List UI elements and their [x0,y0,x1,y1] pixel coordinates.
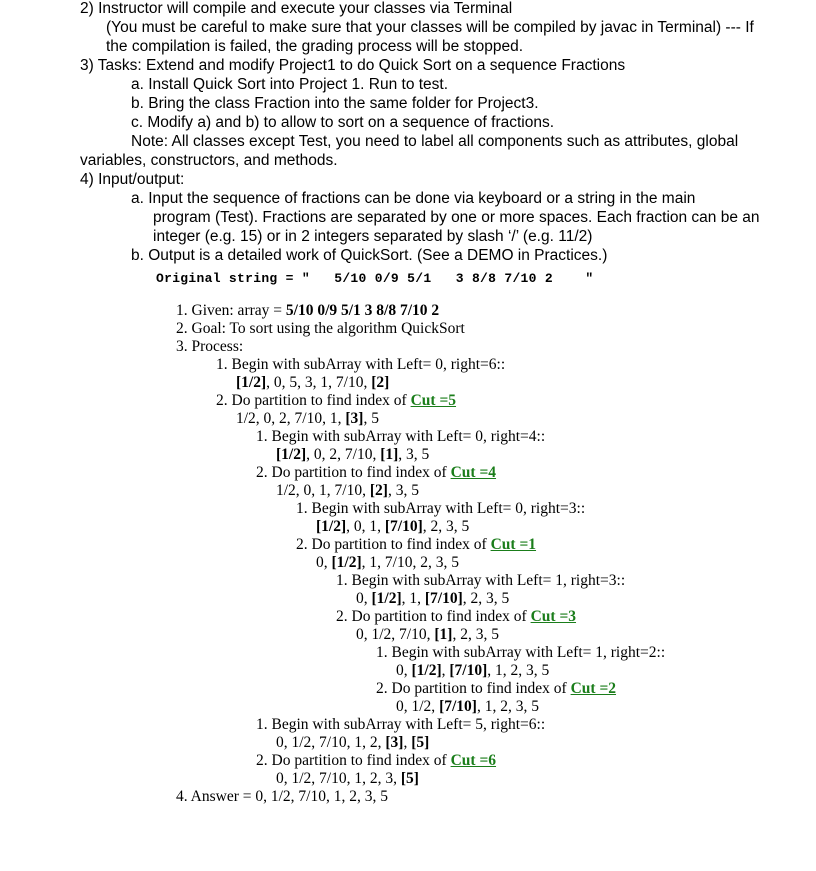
step-partition: 2. Do partition to find index of Cut =5 [216,392,457,409]
cut-label: Cut =6 [450,752,497,769]
step-partition: 2. Do partition to find index of Cut =3 [336,608,577,625]
step-begin: 1. Begin with subArray with Left= 0, right=3:: [296,500,586,517]
step-begin: 1. Begin with subArray with Left= 5, right=6:: [256,716,546,733]
demo-process: 3. Process: [176,338,244,355]
array-state: [1/2], 0, 2, 7/10, [1], 3, 5 [276,446,430,463]
demo-goal: 2. Goal: To sort using the algorithm QuickSort [176,320,465,337]
array-state: 1/2, 0, 2, 7/10, 1, [3], 5 [236,410,379,427]
array-state: 0, [1/2], 1, 7/10, 2, 3, 5 [316,554,459,571]
task-b: b. Bring the class Fraction into the same folder for Project3. [131,95,539,112]
step-partition: 2. Do partition to find index of Cut =4 [256,464,497,481]
cut-label: Cut =2 [570,680,617,697]
cut-label: Cut =3 [530,608,577,625]
array-state: [1/2], 0, 5, 3, 1, 7/10, [2] [236,374,390,391]
demo-answer: 4. Answer = 0, 1/2, 7/10, 1, 2, 3, 5 [176,788,388,805]
array-state: 0, [1/2], 1, [7/10], 2, 3, 5 [356,590,510,607]
item-2-line-1: (You must be careful to make sure that your classes will be compiled by javac in Terminal) --- If [106,19,754,36]
step-begin: 1. Begin with subArray with Left= 1, right=3:: [336,572,626,589]
step-partition: 2. Do partition to find index of Cut =1 [296,536,537,553]
cut-label: Cut =5 [410,392,457,409]
step-begin: 1. Begin with subArray with Left= 0, right=6:: [216,356,506,373]
array-state: 0, 1/2, [7/10], 1, 2, 3, 5 [396,698,539,715]
task-c: c. Modify a) and b) to allow to sort on a sequence of fractions. [131,114,555,131]
step-begin: 1. Begin with subArray with Left= 1, right=2:: [376,644,666,661]
original-string: Original string = " 5/10 0/9 5/1 3 8/8 7/10 2 " [156,271,594,286]
array-state: 0, 1/2, 7/10, [1], 2, 3, 5 [356,626,499,643]
io-b-line-1: b. Output is a detailed work of QuickSort. (See a DEMO in Practices.) [131,247,608,264]
item-2-line-2: the compilation is failed, the grading process will be stopped. [106,38,524,55]
io-a-line-1: a. Input the sequence of fractions can be done via keyboard or a string in the main [131,190,696,207]
io-a-line-3: integer (e.g. 15) or in 2 integers separated by slash ‘/’ (e.g. 11/2) [153,228,593,245]
io-a-line-2: program (Test). Fractions are separated by one or more spaces. Each fraction can be an [153,209,760,226]
array-state: 0, 1/2, 7/10, 1, 2, 3, [5] [276,770,419,787]
array-state: 1/2, 0, 1, 7/10, [2], 3, 5 [276,482,419,499]
step-begin: 1. Begin with subArray with Left= 0, right=4:: [256,428,546,445]
step-partition: 2. Do partition to find index of Cut =2 [376,680,617,697]
note-line-2: variables, constructors, and methods. [80,152,338,169]
array-state: 0, [1/2], [7/10], 1, 2, 3, 5 [396,662,550,679]
array-state: 0, 1/2, 7/10, 1, 2, [3], [5] [276,734,430,751]
cut-label: Cut =1 [490,536,537,553]
demo-given: 1. Given: array = 5/10 0/9 5/1 3 8/8 7/10 2 [176,302,440,319]
array-state: [1/2], 0, 1, [7/10], 2, 3, 5 [316,518,470,535]
task-a: a. Install Quick Sort into Project 1. Run to test. [131,76,449,93]
item-3-title: 3) Tasks: Extend and modify Project1 to do Quick Sort on a sequence Fractions [80,57,626,74]
item-4-title: 4) Input/output: [80,171,185,188]
cut-label: Cut =4 [450,464,497,481]
note-line-1: Note: All classes except Test, you need to label all components such as attributes, global [131,133,739,150]
item-2-title: 2) Instructor will compile and execute your classes via Terminal [80,0,513,17]
step-partition: 2. Do partition to find index of Cut =6 [256,752,497,769]
